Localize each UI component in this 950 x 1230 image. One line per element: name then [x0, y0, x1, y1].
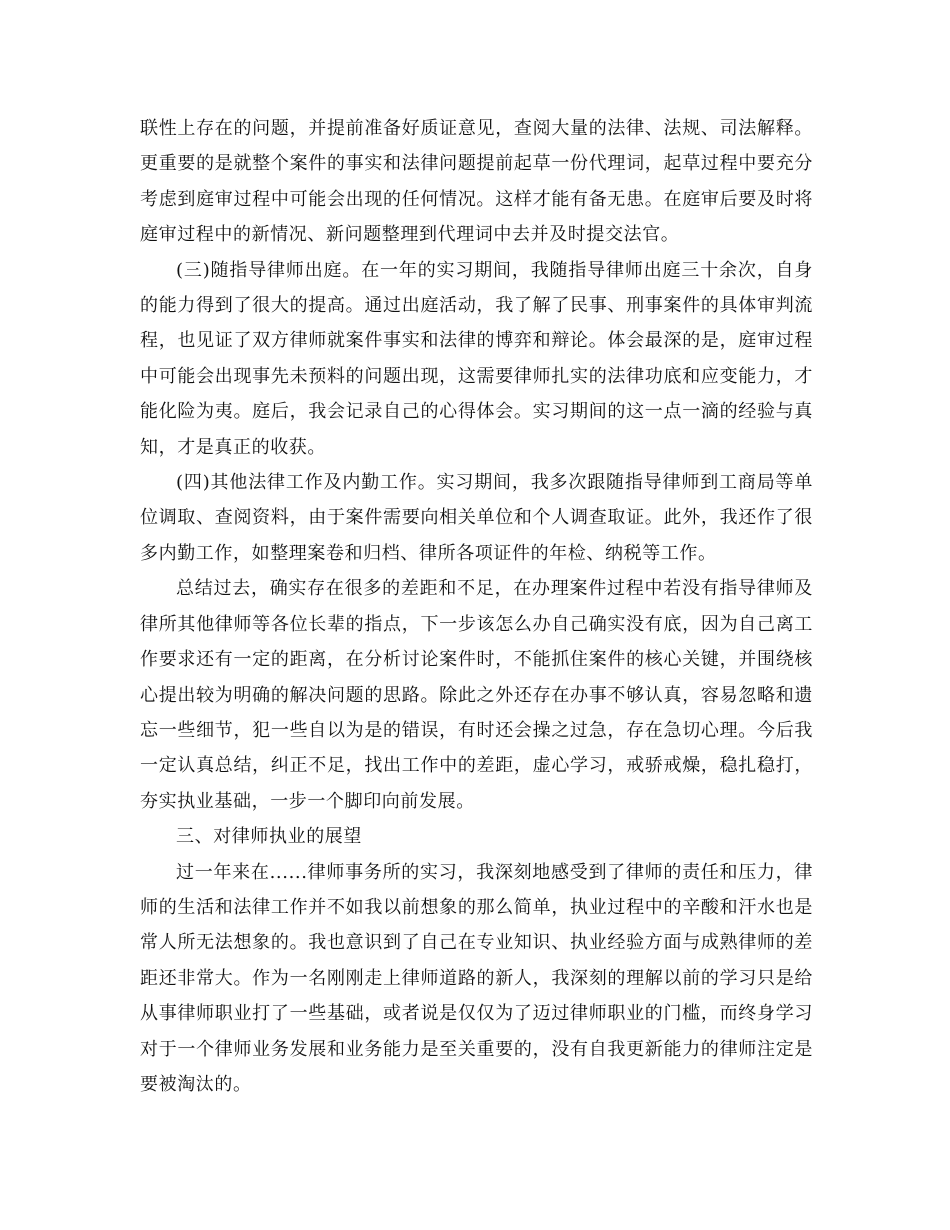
paragraph-summary: 总结过去，确实存在很多的差距和不足，在办理案件过程中若没有指导律师及律所其他律师等各位长辈的指点，下一步该怎么办自己确实没有底，因为自己离工作要求还有一定的距离，在分析讨论案件时，不能抓住案件的核心关键，并围绕核心提出较为明确的解决问题的思路。除此之外还存在办事不够认真，容易忽略和遗忘一些细节，犯一些自以为是的错误，有时还会操之过急，存在急切心理。今后我一定认真总结，纠正不足，找出工作中的差距，虚心学习，戒骄戒燥，稳扎稳打，夯实执业基础，一步一个脚印向前发展。 [140, 578, 813, 812]
paragraph-court-attendance: (三)随指导律师出庭。在一年的实习期间，我随指导律师出庭三十余次，自身的能力得到了很大的提高。通过出庭活动，我了解了民事、刑事案件的具体审判流程，也见证了双方律师就案件事实和法律的博弈和辩论。体会最深的是，庭审过程中可能会出现事先未预料的问题出现，这需要律师扎实的法律功底和应变能力，才能化险为夷。庭后，我会记录自己的心得体会。实习期间的这一点一滴的经验与真知，才是真正的收获。 [140, 259, 813, 458]
paragraph-other-legal-work: (四)其他法律工作及内勤工作。实习期间，我多次跟随指导律师到工商局等单位调取、查阅资料，由于案件需要向相关单位和个人调查取证。此外，我还作了很多内勤工作，如整理案卷和归档、律所各项证件的年检、纳税等工作。 [140, 472, 813, 564]
document-body [140, 111, 813, 1102]
paragraph-evidence-preparation: 联性上存在的问题，并提前准备好质证意见，查阅大量的法律、法规、司法解释。更重要的是就整个案件的事实和法律问题提前起草一份代理词，起草过程中要充分考虑到庭审过程中可能会出现的任何情况。这样才能有备无患。在庭审后要及时将庭审过程中的新情况、新问题整理到代理词中去并及时提交法官。 [140, 118, 813, 246]
section-heading-outlook: 三、对律师执业的展望 [176, 826, 362, 848]
paragraph-outlook: 过一年来在......律师事务所的实习，我深刻地感受到了律师的责任和压力，律师的生活和法律工作并不如我以前想象的那么简单，执业过程中的辛酸和汗水也是常人所无法想象的。我也意识到了自己在专业知识、执业经验方面与成熟律师的差距还非常大。作为一名刚刚走上律师道路的新人，我深刻的理解以前的学习只是给从事律师职业打了一些基础，或者说是仅仅为了迈过律师职业的门槛，而终身学习对于一个律师业务发展和业务能力是至关重要的，没有自我更新能力的律师注定是要被淘汰的。 [140, 861, 813, 1095]
